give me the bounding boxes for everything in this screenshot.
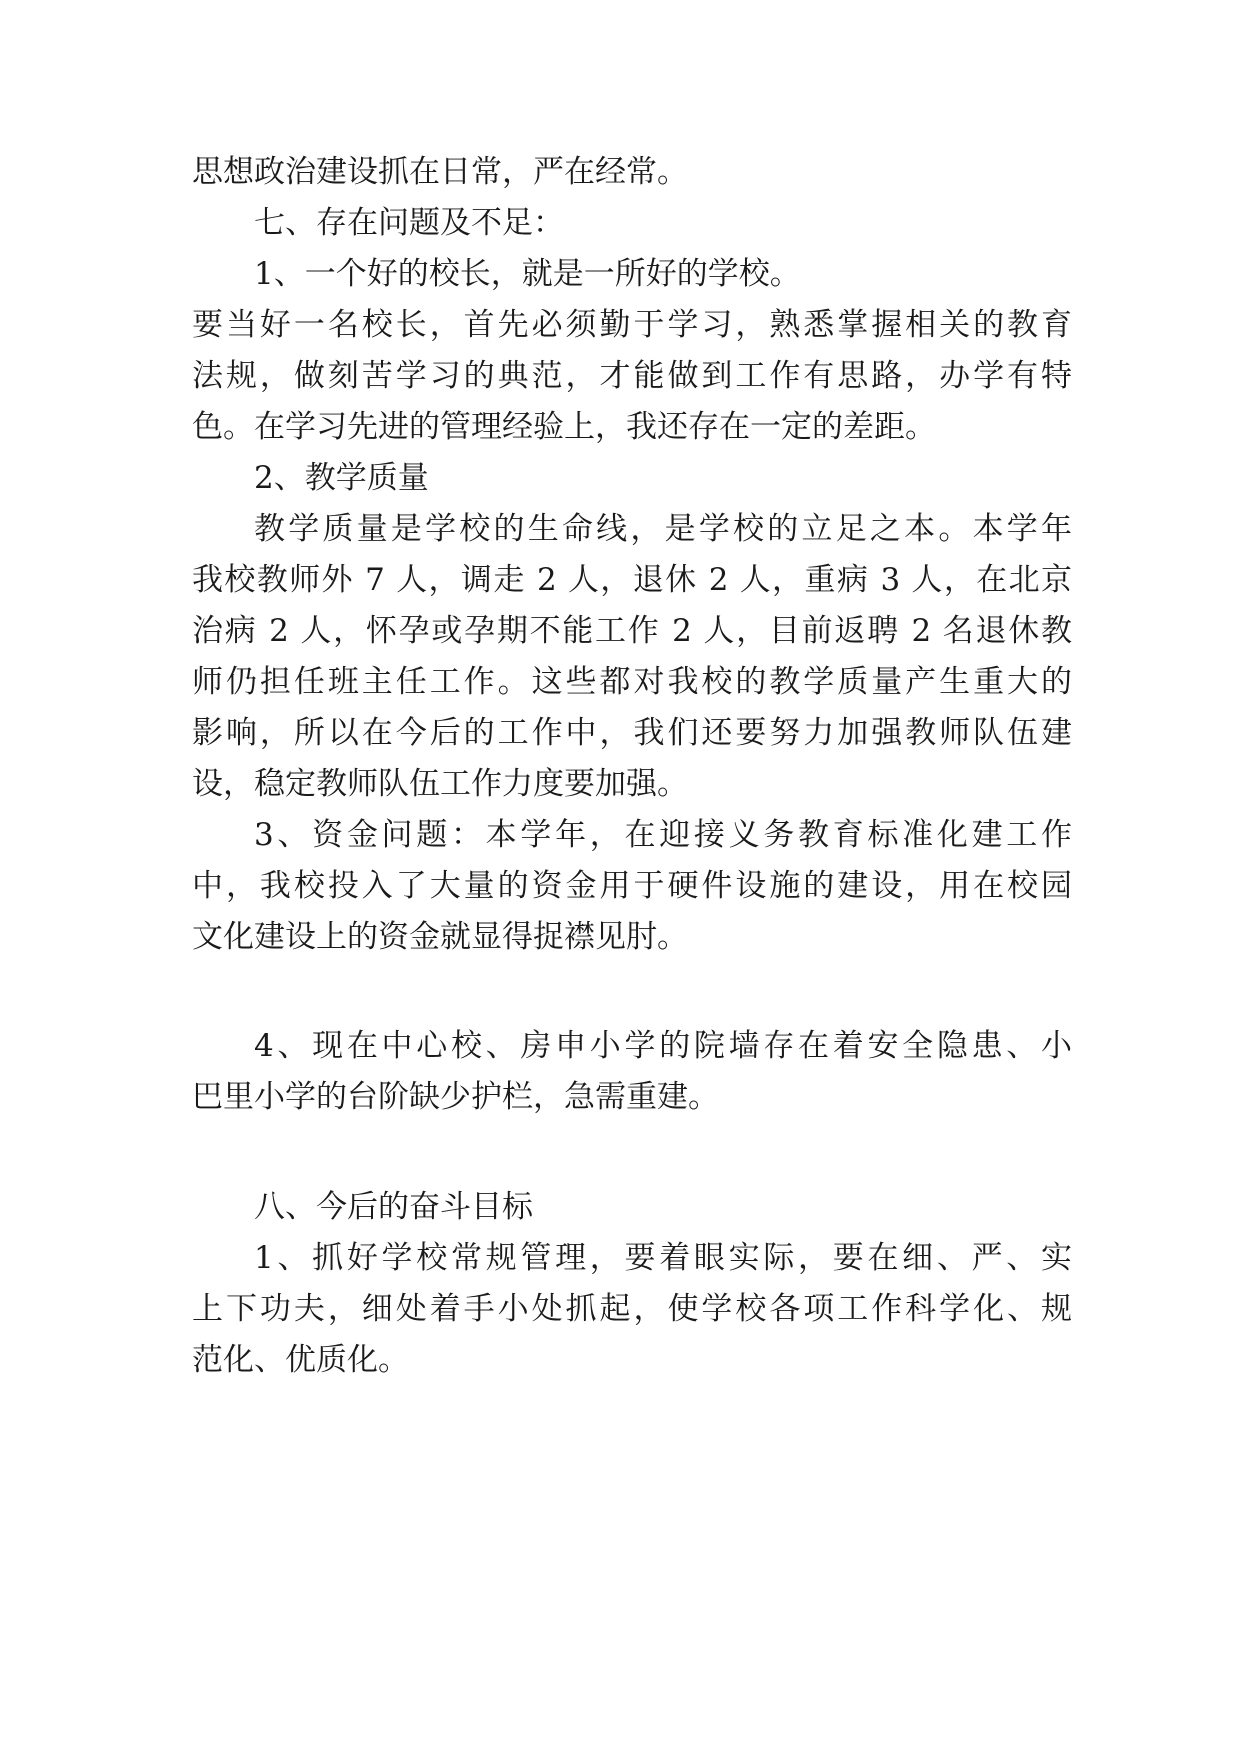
item-heading-1: 1、一个好的校长，就是一所好的学校。 (254, 256, 801, 292)
text-line-1: 思想政治建设抓在日常，严在经常。 (192, 154, 688, 190)
text-line-11: 师仍担任班主任工作。这些都对我校的教学质量产生重大的 (192, 664, 1072, 700)
text-line-12: 影响，所以在今后的工作中，我们还要努力加强教师队伍建 (192, 715, 1072, 751)
item-heading-4: 4、现在中心校、房申小学的院墙存在着安全隐患、小 (254, 1028, 1072, 1064)
section-heading-8: 八、今后的奋斗目标 (254, 1189, 533, 1225)
item-heading-2: 2、教学质量 (254, 460, 429, 496)
text-line-18: 巴里小学的台阶缺少护栏，急需重建。 (192, 1079, 719, 1115)
text-line-22: 范化、优质化。 (192, 1342, 409, 1378)
text-line-21: 上下功夫，细处着手小处抓起，使学校各项工作科学化、规 (192, 1291, 1072, 1327)
text-line-6: 色。在学习先进的管理经验上，我还存在一定的差距。 (192, 409, 936, 445)
text-line-15: 中，我校投入了大量的资金用于硬件设施的建设，用在校园 (192, 868, 1072, 904)
text-line-10: 治病 2 人，怀孕或孕期不能工作 2 人，目前返聘 2 名退休教 (192, 613, 1072, 649)
section-heading-7: 七、存在问题及不足： (254, 205, 564, 241)
text-line-13: 设，稳定教师队伍工作力度要加强。 (192, 766, 688, 802)
text-line-9: 我校教师外 7 人，调走 2 人，退休 2 人，重病 3 人，在北京 (192, 562, 1072, 598)
goal-item-1: 1、抓好学校常规管理，要着眼实际，要在细、严、实 (254, 1240, 1072, 1276)
text-line-4: 要当好一名校长，首先必须勤于学习，熟悉掌握相关的教育 (192, 307, 1072, 343)
text-line-8: 教学质量是学校的生命线，是学校的立足之本。本学年 (254, 511, 1072, 547)
text-line-5: 法规，做刻苦学习的典范，才能做到工作有思路，办学有特 (192, 358, 1072, 394)
item-heading-3: 3、资金问题：本学年，在迎接义务教育标准化建工作 (254, 817, 1072, 853)
text-line-16: 文化建设上的资金就显得捉襟见肘。 (192, 919, 688, 955)
